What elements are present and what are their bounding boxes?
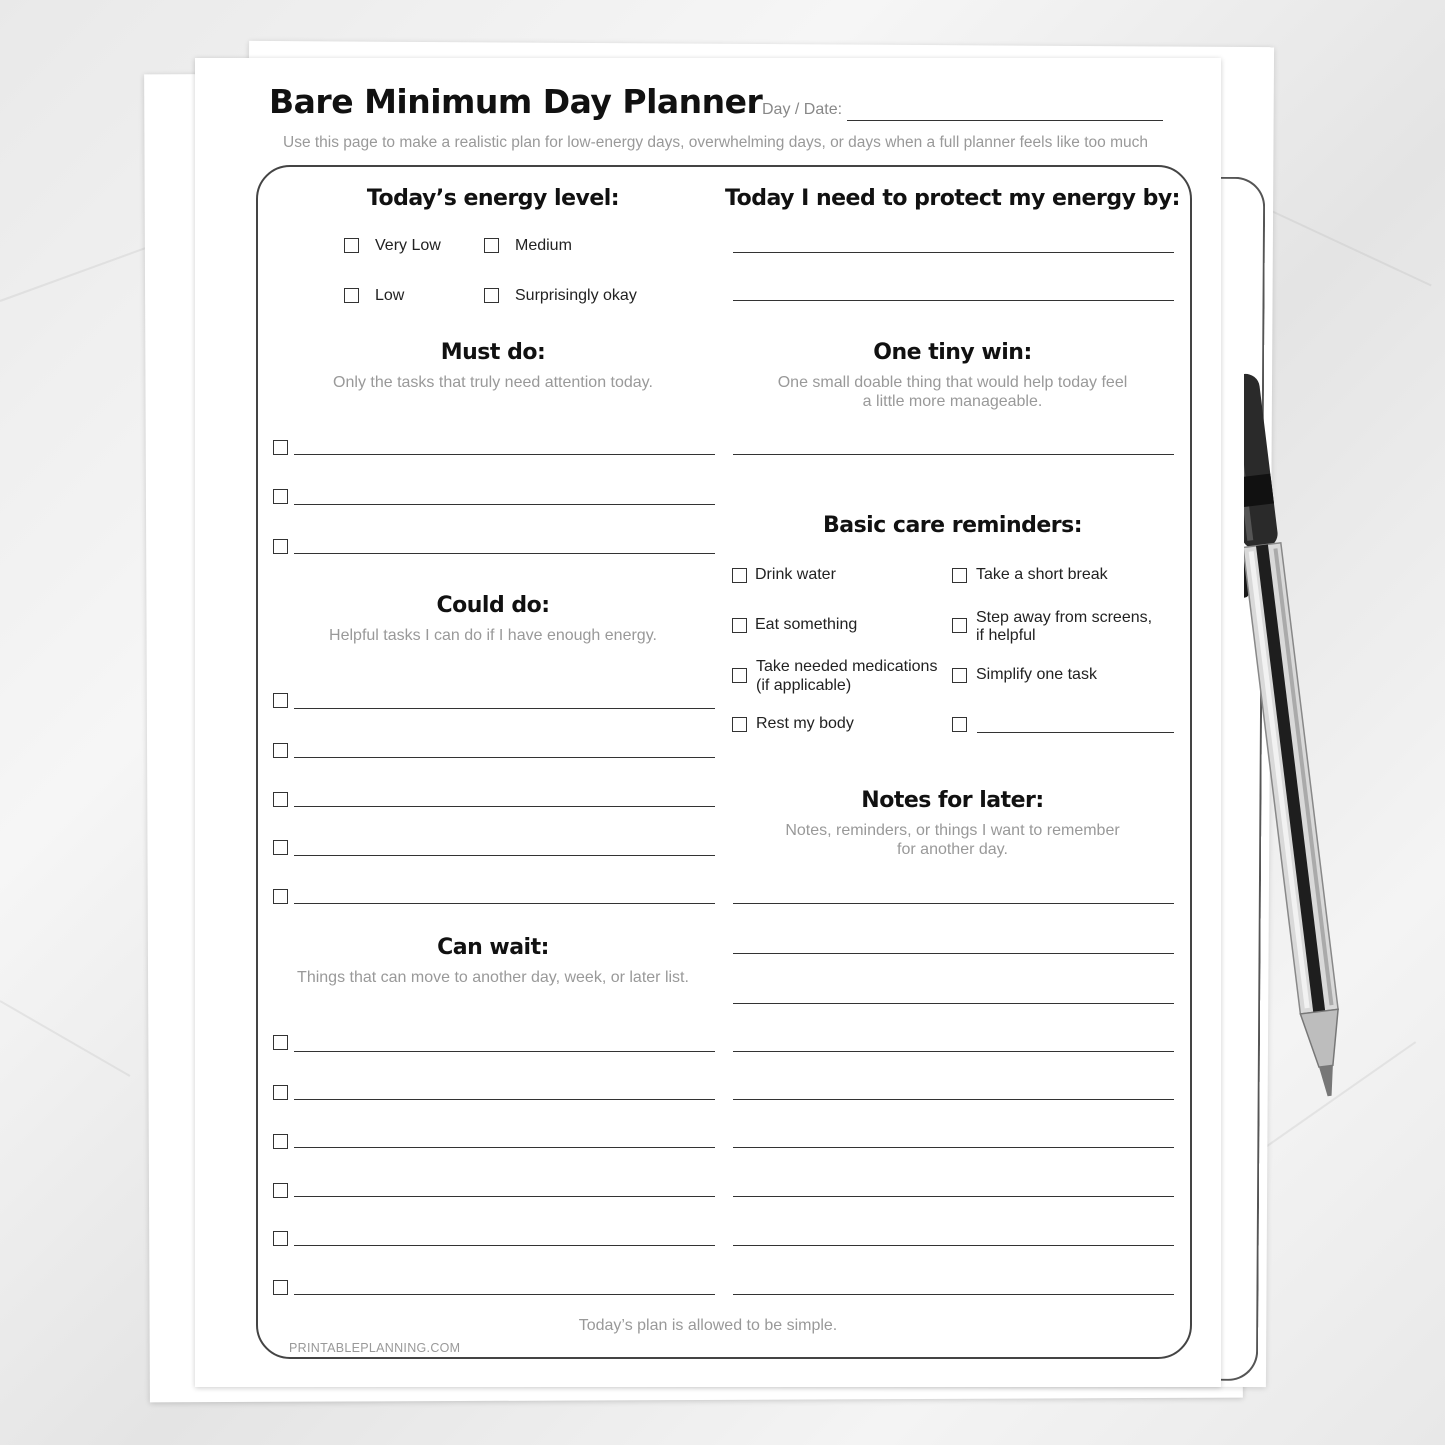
care-checkbox[interactable] [732, 568, 747, 583]
can-wait-checkbox[interactable] [273, 1085, 288, 1100]
pen-image [1244, 362, 1354, 1102]
notes-line[interactable] [733, 953, 1174, 954]
protect-line[interactable] [733, 252, 1174, 253]
notes-description: Notes, reminders, or things I want to remember [785, 822, 1120, 839]
can-wait-checkbox[interactable] [273, 1183, 288, 1198]
care-checkbox[interactable] [952, 568, 967, 583]
care-checkbox[interactable] [952, 717, 967, 732]
could-do-line[interactable] [294, 757, 715, 758]
page-subtitle: Use this page to make a realistic plan for low-energy days, overwhelming days, or days when a full planner feels like too much [283, 134, 1148, 151]
tiny-win-description: a little more manageable. [862, 393, 1043, 410]
can-wait-line[interactable] [294, 1294, 715, 1295]
must-do-line[interactable] [294, 504, 715, 505]
care-simplify-task: Simplify one task [976, 666, 1097, 683]
day-date-label: Day / Date: [762, 101, 843, 118]
option-very-low: Very Low [375, 237, 441, 254]
tiny-win-description: One small doable thing that would help today feel [777, 374, 1128, 391]
protect-heading: Today I need to protect my energy by: [725, 186, 1180, 211]
care-step-away-cont: if helpful [976, 627, 1036, 644]
could-do-checkbox[interactable] [273, 792, 288, 807]
care-checkbox[interactable] [952, 618, 967, 633]
must-do-line[interactable] [294, 553, 715, 554]
notes-line[interactable] [733, 1294, 1174, 1295]
notes-line[interactable] [733, 1196, 1174, 1197]
could-do-checkbox[interactable] [273, 889, 288, 904]
option-surprisingly-okay: Surprisingly okay [515, 287, 637, 304]
tiny-win-line[interactable] [733, 454, 1174, 455]
care-checkbox[interactable] [732, 668, 747, 683]
energy-heading: Today’s energy level: [366, 186, 620, 211]
care-step-away: Step away from screens, [976, 609, 1153, 626]
notes-description: for another day. [897, 841, 1008, 858]
care-medications: Take needed medications [756, 658, 938, 675]
could-do-line[interactable] [294, 903, 715, 904]
checkbox-surprisingly-okay[interactable] [484, 288, 499, 303]
can-wait-line[interactable] [294, 1147, 715, 1148]
can-wait-line[interactable] [294, 1245, 715, 1246]
care-checkbox[interactable] [732, 618, 747, 633]
must-do-checkbox[interactable] [273, 440, 288, 455]
could-do-heading: Could do: [436, 593, 550, 618]
page-title: Bare Minimum Day Planner [269, 82, 763, 121]
day-date-line[interactable] [847, 120, 1163, 121]
can-wait-heading: Can wait: [437, 935, 549, 960]
marble-vein [1250, 200, 1432, 286]
must-do-line[interactable] [294, 454, 715, 455]
notes-line[interactable] [733, 1245, 1174, 1246]
can-wait-checkbox[interactable] [273, 1280, 288, 1295]
care-medications-cont: (if applicable) [756, 677, 852, 694]
brand-text: PRINTABLEPLANNING.COM [289, 1341, 461, 1355]
planner-page [195, 58, 1221, 1387]
checkbox-low[interactable] [344, 288, 359, 303]
care-eat-something: Eat something [755, 616, 858, 633]
notes-line[interactable] [733, 1147, 1174, 1148]
could-do-line[interactable] [294, 708, 715, 709]
checkbox-medium[interactable] [484, 238, 499, 253]
could-do-description: Helpful tasks I can do if I have enough energy. [329, 627, 657, 644]
must-do-heading: Must do: [440, 340, 546, 365]
care-short-break: Take a short break [976, 566, 1108, 583]
can-wait-checkbox[interactable] [273, 1035, 288, 1050]
can-wait-checkbox[interactable] [273, 1231, 288, 1246]
care-drink-water: Drink water [755, 566, 836, 583]
notes-heading: Notes for later: [861, 788, 1044, 813]
can-wait-line[interactable] [294, 1099, 715, 1100]
notes-line[interactable] [733, 1003, 1174, 1004]
can-wait-line[interactable] [294, 1051, 715, 1052]
can-wait-line[interactable] [294, 1196, 715, 1197]
could-do-checkbox[interactable] [273, 743, 288, 758]
could-do-line[interactable] [294, 806, 715, 807]
notes-line[interactable] [733, 1099, 1174, 1100]
could-do-checkbox[interactable] [273, 840, 288, 855]
notes-line[interactable] [733, 1051, 1174, 1052]
can-wait-checkbox[interactable] [273, 1134, 288, 1149]
option-medium: Medium [515, 237, 572, 254]
must-do-description: Only the tasks that truly need attention today. [333, 374, 653, 391]
care-rest-body: Rest my body [756, 715, 854, 732]
could-do-checkbox[interactable] [273, 693, 288, 708]
marble-vein [0, 1000, 130, 1077]
option-low: Low [375, 287, 405, 304]
care-checkbox[interactable] [952, 668, 967, 683]
can-wait-description: Things that can move to another day, week, or later list. [297, 969, 689, 986]
notes-line[interactable] [733, 903, 1174, 904]
checkbox-very-low[interactable] [344, 238, 359, 253]
must-do-checkbox[interactable] [273, 489, 288, 504]
footer-note: Today’s plan is allowed to be simple. [578, 1317, 838, 1334]
must-do-checkbox[interactable] [273, 539, 288, 554]
tiny-win-heading: One tiny win: [873, 340, 1032, 365]
could-do-line[interactable] [294, 855, 715, 856]
care-heading: Basic care reminders: [822, 513, 1083, 538]
care-checkbox[interactable] [732, 717, 747, 732]
protect-line[interactable] [733, 300, 1174, 301]
care-custom-line[interactable] [977, 732, 1174, 733]
